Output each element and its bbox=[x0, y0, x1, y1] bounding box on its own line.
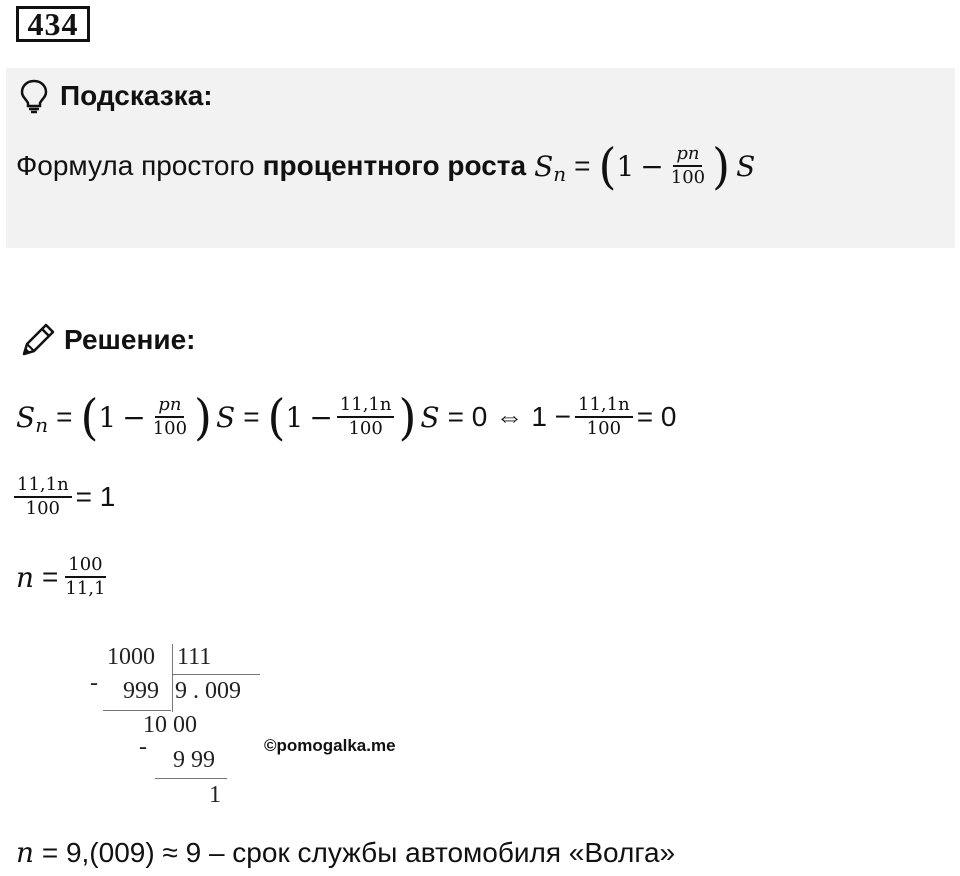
s3-n: n bbox=[16, 560, 35, 594]
div-line-1 bbox=[103, 710, 171, 711]
problem-number: 434 bbox=[16, 6, 90, 42]
s1-paren-close: ) bbox=[194, 388, 212, 446]
s1-eq-zero: = 0 bbox=[447, 401, 488, 432]
s1-minus2: − bbox=[309, 400, 333, 434]
s2-frac bbox=[14, 474, 72, 520]
formula-one: 1 bbox=[616, 149, 635, 183]
s3-frac-den: 11,1 bbox=[65, 578, 106, 599]
solution-line-2 bbox=[14, 474, 115, 520]
s1-minus: − bbox=[122, 400, 146, 434]
hint-title: Подсказка: bbox=[60, 80, 213, 111]
s1-one2: 1 bbox=[285, 400, 304, 434]
frac-den: 100 bbox=[670, 167, 706, 188]
hint-text bbox=[16, 137, 756, 195]
s3-frac bbox=[62, 554, 108, 600]
div-sub-1: 999 bbox=[123, 678, 159, 704]
div-dividend: 1000 bbox=[107, 644, 155, 670]
solution-line-3 bbox=[16, 554, 112, 600]
div-quotient-line bbox=[172, 674, 260, 675]
formula-sub-n: n bbox=[553, 162, 567, 186]
s3-frac-num: 100 bbox=[65, 554, 105, 578]
lightbulb-icon bbox=[18, 78, 50, 114]
s1-frac3 bbox=[575, 394, 633, 440]
paren-open: ( bbox=[598, 137, 617, 195]
s1-frac-num: pn bbox=[155, 394, 184, 418]
solution-line-1 bbox=[16, 388, 677, 446]
answer-text: = 9,(009) ≈ 9 – срок службы автомобиля «Волга» bbox=[41, 837, 676, 868]
s1-sub: n bbox=[35, 413, 49, 437]
s3-eq: = bbox=[42, 561, 59, 592]
s1-eq2: = bbox=[243, 401, 260, 432]
s1-paren-open: ( bbox=[80, 388, 99, 446]
s1-frac3-den: 100 bbox=[586, 418, 622, 439]
div-minus-1: - bbox=[90, 670, 98, 696]
watermark: ©pomogalka.me bbox=[264, 736, 396, 755]
hint-text-plain: Формула простого bbox=[16, 150, 255, 181]
solution-title: Решение: bbox=[64, 324, 196, 355]
s1-s: S bbox=[16, 400, 36, 434]
s1-eq: = bbox=[56, 401, 73, 432]
formula-eq: = bbox=[574, 150, 591, 181]
div-remainder-1: 10 00 bbox=[143, 712, 197, 738]
s1-frac3-num: 11,1n bbox=[575, 394, 633, 418]
formula-fraction bbox=[668, 143, 708, 189]
s2-rhs: = 1 bbox=[75, 481, 116, 512]
long-division bbox=[85, 640, 285, 810]
s1-eq-zero2: = 0 bbox=[636, 401, 677, 432]
div-remainder-2: 1 bbox=[209, 782, 221, 808]
formula-tail-s: S bbox=[736, 149, 756, 183]
s1-equiv: ⇔ bbox=[495, 401, 524, 432]
frac-num: pn bbox=[673, 143, 702, 167]
pencil-icon bbox=[18, 320, 58, 360]
s1-one-minus: 1 − bbox=[531, 401, 572, 432]
s1-frac bbox=[150, 394, 190, 440]
div-divisor: 111 bbox=[177, 644, 212, 670]
s2-frac-den: 100 bbox=[25, 498, 61, 519]
s1-frac2-num: 11,1n bbox=[337, 394, 395, 418]
s1-frac-den: 100 bbox=[152, 418, 188, 439]
div-vertical-line bbox=[172, 644, 173, 712]
hint-text-bold: процентного роста bbox=[262, 150, 527, 181]
paren-close: ) bbox=[712, 137, 731, 195]
answer-line bbox=[16, 836, 675, 869]
hint-formula bbox=[534, 137, 756, 195]
s1-paren2-open: ( bbox=[267, 388, 286, 446]
formula-minus: − bbox=[640, 149, 664, 183]
answer-n: n bbox=[16, 836, 35, 869]
s2-frac-num: 11,1n bbox=[14, 474, 72, 498]
s1-one: 1 bbox=[98, 400, 117, 434]
s1-tail-s: S bbox=[216, 400, 236, 434]
s1-paren2-close: ) bbox=[398, 388, 417, 446]
div-quotient: 9 . 009 bbox=[175, 678, 241, 704]
div-sub-2: 9 99 bbox=[173, 747, 215, 773]
div-minus-2: - bbox=[139, 734, 147, 760]
div-line-2 bbox=[155, 778, 227, 779]
s1-frac2-den: 100 bbox=[348, 418, 383, 439]
s1-tail-s2: S bbox=[420, 400, 440, 434]
s1-frac2 bbox=[337, 394, 395, 440]
formula-s: S bbox=[534, 149, 554, 183]
